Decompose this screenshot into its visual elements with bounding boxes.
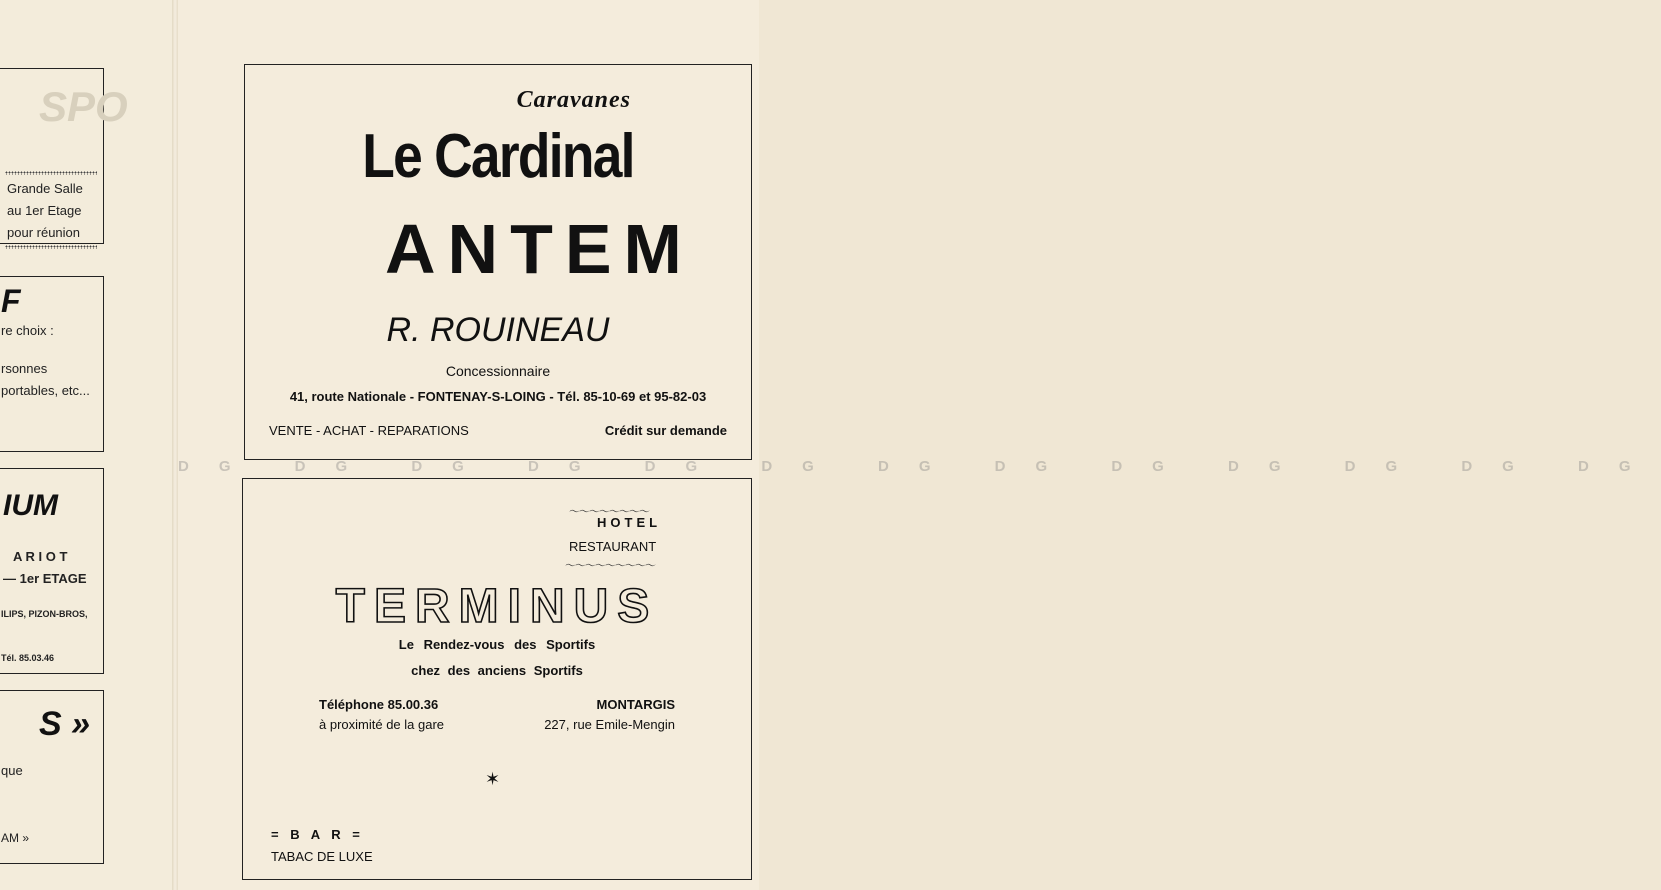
credit-text: Crédit sur demande [604,423,727,438]
left-ad-box-4 [0,690,104,864]
city-text: MONTARGIS [596,697,675,712]
street-text: 227, rue Emile-Mengin [544,717,675,732]
tabac-label: TABAC DE LUXE [271,849,373,864]
left-ad-2-line-3: portables, etc... [1,383,90,398]
left-ad-1-heading: SPO [39,83,128,130]
left-ad-1-line-1: Grande Salle [7,181,83,196]
left-ad-3-line-3: ILIPS, PIZON-BROS, [1,609,88,619]
left-page [0,0,175,890]
left-ad-3-line-2: — 1er ETAGE [3,571,87,586]
cardinal-address: 41, route Nationale - FONTENAY-S-LOING - Tél. 85-10-69 et 95-82-03 [289,389,707,404]
left-ad-2-line-1: re choix : [1,323,54,338]
phone-text: Téléphone 85.00.36 [319,697,439,712]
owner-name: R. ROUINEAU [386,311,610,349]
left-ad-box-1 [0,68,128,244]
wave-ornament-top: 〜〜〜〜〜〜〜〜 [569,506,649,518]
left-ad-3-line-4: Tél. 85.03.46 [1,653,55,663]
left-ad-1-line-2: au 1er Etage [7,203,82,218]
dg-watermark: DG DG DG DG DG DG DG DG DG DG DG DG DG [178,458,1661,475]
hotel-label: HOTEL [597,515,662,530]
terminus-title: TERMINUS [335,580,659,633]
owner-role: Concessionnaire [445,363,551,379]
wave-ornament-bottom: 〜〜〜〜〜〜〜〜〜 [565,560,655,572]
left-ad-3-heading: IUM [3,489,58,522]
cardinal-ad [244,64,752,460]
tagline-2: chez des anciens Sportifs [411,663,583,678]
antem-brand: ANTEM [385,210,694,288]
left-ad-3-line-1: A R I O T [13,549,68,564]
left-ad-4-line-1: que [1,763,23,778]
left-ad-box-2 [0,276,104,452]
restaurant-label: RESTAURANT [569,539,657,554]
star-icon: ✶ [485,769,501,789]
dotted-divider [5,245,97,249]
left-ad-4-heading: S » [39,705,91,743]
left-ad-box-3 [0,468,104,674]
left-ad-4-line-2: AM » [1,831,30,845]
dotted-divider [5,171,97,175]
terminus-ad [242,478,752,880]
left-ad-2-heading: F [1,283,21,319]
tagline-1: Le Rendez-vous des Sportifs [398,637,596,652]
left-ad-1-line-3: pour réunion [7,225,80,240]
proximity-text: à proximité de la gare [319,717,445,732]
left-ad-2-line-2: rsonnes [1,361,48,376]
services-text: VENTE - ACHAT - REPARATIONS [269,423,469,438]
caravanes-heading: Caravanes [516,87,631,113]
cardinal-title: Le Cardinal [362,122,634,191]
bar-label: = B A R = [271,827,364,842]
